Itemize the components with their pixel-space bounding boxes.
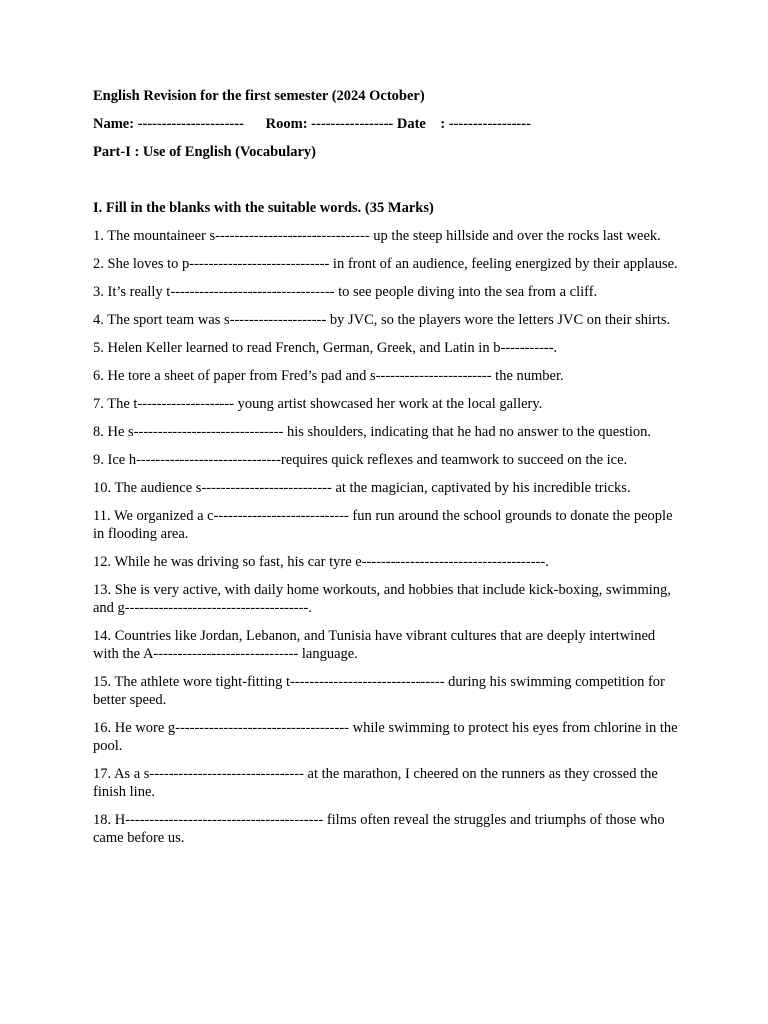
question-item-14: 14. Countries like Jordan, Lebanon, and Tunisia have vibrant cultures that are deeply intertwined with the A------------------------------ language. (93, 628, 656, 662)
question-item-5: 5. Helen Keller learned to read French, German, Greek, and Latin in b-----------. (93, 340, 558, 356)
section-heading: I. Fill in the blanks with the suitable words. (35 Marks) (93, 200, 434, 216)
question-item-15: 15. The athlete wore tight-fitting t-------------------------------- during his swimming competition for better speed. (93, 674, 665, 708)
question-item-3: 3. It’s really t---------------------------------- to see people diving into the sea from a cliff. (93, 284, 598, 300)
question-item-8: 8. He s------------------------------- his shoulders, indicating that he had no answer to the question. (93, 424, 652, 440)
part-heading: Part-I : Use of English (Vocabulary) (93, 144, 317, 160)
question-item-16: 16. He wore g------------------------------------ while swimming to protect his eyes from chlorine in the pool. (93, 720, 678, 754)
question-item-2: 2. She loves to p----------------------------- in front of an audience, feeling energized by their applause. (93, 256, 678, 272)
question-item-13: 13. She is very active, with daily home workouts, and hobbies that include kick-boxing, swimming, and g--------------------------------------. (93, 582, 671, 616)
student-info-line: Name: ---------------------- Room: ----------------- Date : ----------------- (93, 116, 531, 132)
question-item-18: 18. H----------------------------------------- films often reveal the struggles and triumphs of those who came before us. (93, 812, 665, 846)
question-item-10: 10. The audience s--------------------------- at the magician, captivated by his incredible tricks. (93, 480, 631, 496)
question-item-7: 7. The t-------------------- young artist showcased her work at the local gallery. (93, 396, 543, 412)
document-title: English Revision for the first semester (2024 October) (93, 88, 425, 104)
worksheet-page (93, 87, 678, 857)
question-item-11: 11. We organized a c---------------------------- fun run around the school grounds to donate the people in flooding area. (93, 508, 673, 542)
question-list (93, 227, 678, 847)
question-item-6: 6. He tore a sheet of paper from Fred’s pad and s------------------------ the number. (93, 368, 564, 384)
question-item-1: 1. The mountaineer s-------------------------------- up the steep hillside and over the rocks last week. (93, 228, 661, 244)
question-item-9: 9. Ice h------------------------------requires quick reflexes and teamwork to succeed on the ice. (93, 452, 628, 468)
question-item-4: 4. The sport team was s-------------------- by JVC, so the players wore the letters JVC on their shirts. (93, 312, 671, 328)
question-item-12: 12. While he was driving so fast, his car tyre e--------------------------------------. (93, 554, 549, 570)
question-item-17: 17. As a s-------------------------------- at the marathon, I cheered on the runners as they crossed the finish line. (93, 766, 658, 800)
